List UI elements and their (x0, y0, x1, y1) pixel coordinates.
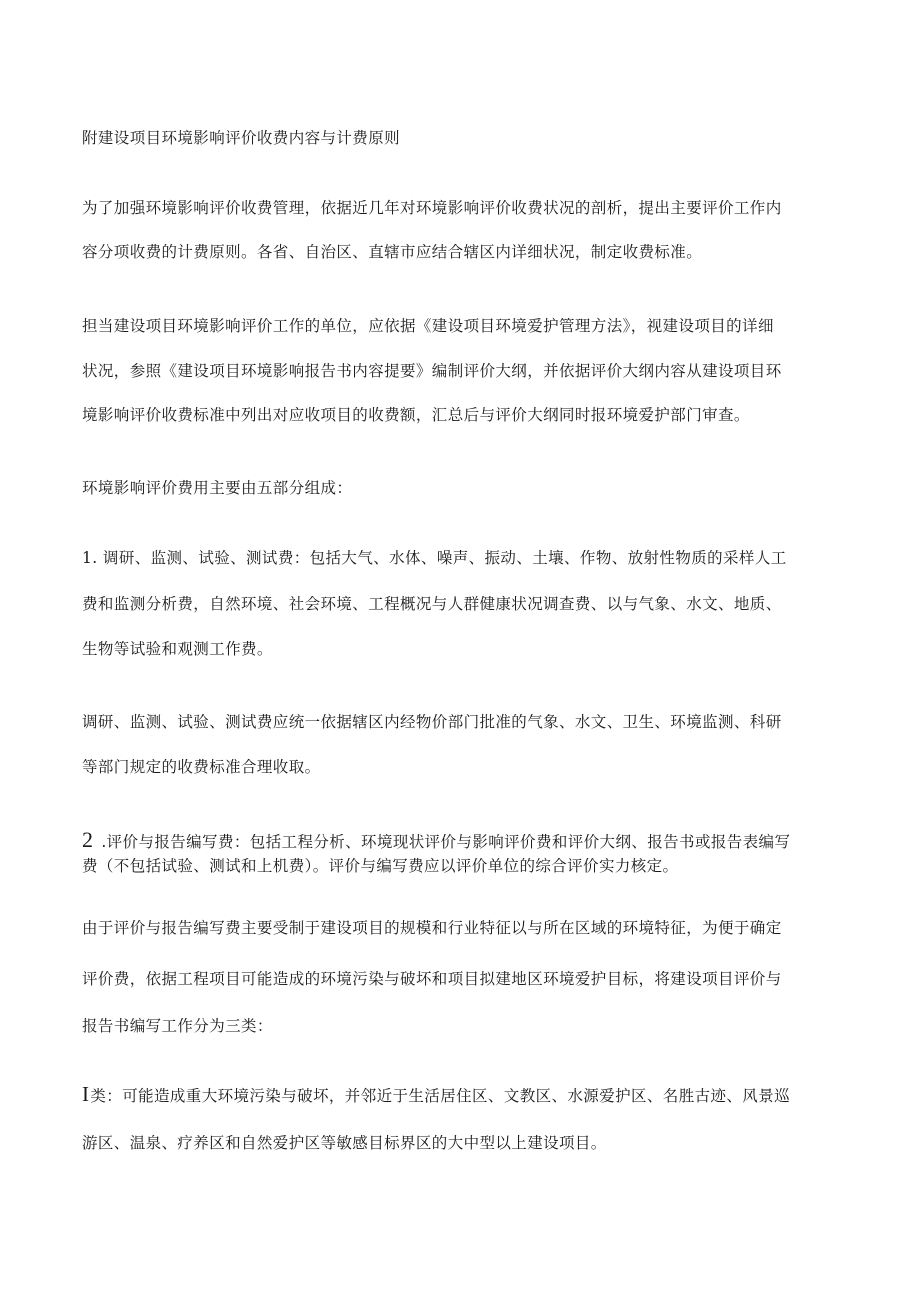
item-number: 2 (82, 827, 93, 852)
paragraph-6-line-2: 费（不包括试验、测试和上机费）。评价与编写费应以评价单位的综合评价实力核定。 (82, 857, 679, 875)
paragraph-8-line-1-text: 类：可能造成重大环境污染与破坏，并邻近于生活居住区、文教区、水源爱护区、名胜古迹、风景巡 (90, 1087, 791, 1105)
paragraph-7-line-2: 评价费，依据工程项目可能造成的环境污染与破坏和项目拟建地区环境爱护目标，将建设项目评价与 (82, 970, 782, 988)
paragraph-8-line-2: 游区、温泉、疗养区和自然爱护区等敏感目标界区的大中型以上建设项目。 (82, 1134, 607, 1152)
paragraph-6-line-1 (82, 827, 791, 852)
class-label: I (82, 1082, 90, 1106)
paragraph-5-line-1: 调研、监测、试验、测试费应统一依据辖区内经物价部门批准的气象、水文、卫生、环境监测、科研 (82, 713, 782, 731)
paragraph-6-line-1-text: .评价与报告编写费：包括工程分析、环境现状评价与影响评价费和评价大纲、报告书或报告表编写 (96, 833, 791, 851)
paragraph-3: 环境影响评价费用主要由五部分组成： (82, 479, 353, 497)
paragraph-7-line-1: 由于评价与报告编写费主要受制于建设项目的规模和行业特征以与所在区域的环境特征，为便于确定 (82, 919, 782, 937)
paragraph-1-line-1: 为了加强环境影响评价收费管理，依据近几年对环境影响评价收费状况的剖析，提出主要评价工作内 (82, 199, 782, 217)
paragraph-4-line-3: 生物等试验和观测工作费。 (82, 640, 273, 658)
paragraph-5-line-2: 等部门规定的收费标准合理收取。 (82, 758, 321, 776)
paragraph-1-line-2: 容分项收费的计费原则。各省、自治区、直辖市应结合辖区内详细状况，制定收费标准。 (82, 243, 703, 261)
paragraph-2-line-1: 担当建设项目环境影响评价工作的单位，应依据《建设项目环境爱护管理方法》，视建设项目的详细 (82, 317, 774, 335)
paragraph-4-line-2: 费和监测分析费，自然环境、社会环境、工程概况与人群健康状况调查费、以与气象、水文、地质、 (82, 595, 782, 613)
paragraph-7-line-3: 报告书编写工作分为三类： (82, 1017, 273, 1035)
paragraph-2-line-2: 状况，参照《建设项目环境影响报告书内容提要》编制评价大纲，并依据评价大纲内容从建设项目环 (82, 362, 782, 380)
paragraph-8-line-1 (82, 1084, 790, 1106)
paragraph-2-line-3: 境影响评价收费标准中列出对应收项目的收费额，汇总后与评价大纲同时报环境爱护部门审查。 (82, 406, 750, 424)
document-title: 附建设项目环境影响评价收费内容与计费原则 (82, 129, 401, 147)
paragraph-4-line-1: 1. 调研、监测、试验、测试费：包括大气、水体、噪声、振动、土壤、作物、放射性物质的采样人工 (82, 549, 787, 567)
